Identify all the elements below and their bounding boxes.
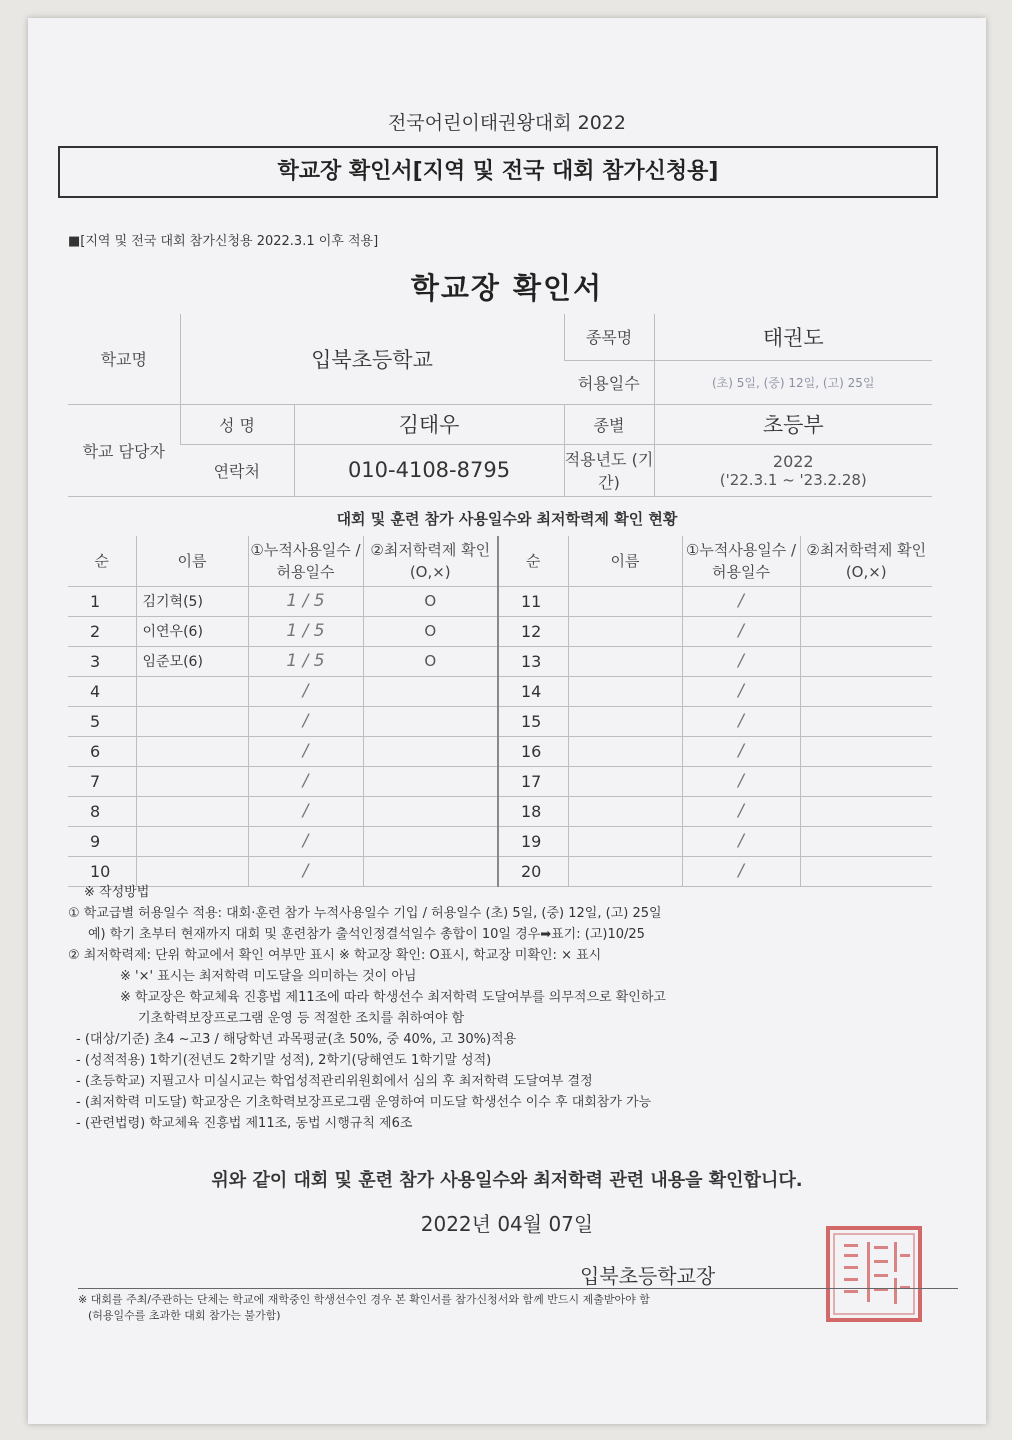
row-number: 17	[498, 766, 568, 796]
row-number: 7	[68, 766, 136, 796]
footnote	[78, 1288, 958, 1324]
method-line: - (성적적용) 1학기(전년도 2학기말 성적), 2학기(당해연도 1학기말 성적)	[76, 1053, 492, 1068]
method-line: 예) 학기 초부터 현재까지 대회 및 훈련참가 출석인정결석일수 총합이 10일 경우➡표기: (고)10/25	[88, 927, 645, 942]
header-days: ①누적사용일수 /허용일수	[682, 536, 800, 586]
table-row	[68, 826, 932, 856]
academic-check	[800, 796, 932, 826]
row-number: 15	[498, 706, 568, 736]
row-number: 2	[68, 616, 136, 646]
student-name	[136, 676, 248, 706]
header-no: 순	[68, 536, 136, 586]
event-label: 종목명	[564, 314, 654, 360]
period-value: ('22.3.1 ~ '23.2.28)	[719, 470, 867, 489]
method-line: - (관련법령) 학교체육 진흥법 제11조, 동법 시행규칙 제6조	[76, 1116, 413, 1131]
school-value: 입북초등학교	[180, 314, 564, 404]
allowed-label: 허용일수	[564, 360, 654, 404]
days-used: /	[682, 646, 800, 676]
academic-check	[800, 766, 932, 796]
academic-check: O	[363, 616, 498, 646]
student-name	[568, 646, 682, 676]
method-line: 기초학력보장프로그램 운영 등 적절한 조치를 취하여야 함	[138, 1011, 465, 1026]
student-name	[136, 706, 248, 736]
info-table	[68, 314, 932, 497]
method-line: ② 최저학력제: 단위 학교에서 확인 여부만 표시 ※ 학교장 확인: O표시, 학교장 미확인: × 표시	[68, 948, 602, 963]
academic-check	[800, 646, 932, 676]
method-line: ※ 학교장은 학교체육 진흥법 제11조에 따라 학생선수 최저학력 도달여부를 의무적으로 확인하고	[120, 990, 666, 1005]
days-used: /	[682, 826, 800, 856]
days-used: /	[682, 616, 800, 646]
event-value: 태권도	[654, 314, 932, 360]
student-name	[136, 826, 248, 856]
table-row	[68, 796, 932, 826]
method-heading: ※ 작성방법	[84, 885, 150, 900]
category-value: 초등부	[654, 404, 932, 444]
days-used: /	[248, 826, 363, 856]
student-name	[136, 736, 248, 766]
table-row	[68, 586, 932, 616]
student-name	[568, 826, 682, 856]
academic-check	[363, 676, 498, 706]
academic-check	[800, 616, 932, 646]
row-number: 9	[68, 826, 136, 856]
row-number: 8	[68, 796, 136, 826]
row-number: 5	[68, 706, 136, 736]
main-title: 학교장 확인서	[410, 271, 604, 305]
days-used: /	[248, 736, 363, 766]
staff-label: 학교 담당자	[68, 404, 180, 496]
table-row	[68, 766, 932, 796]
academic-check	[363, 706, 498, 736]
row-number: 12	[498, 616, 568, 646]
method-line: ※ '×' 표시는 최저학력 미도달을 의미하는 것이 아님	[120, 969, 417, 984]
row-number: 3	[68, 646, 136, 676]
student-name	[136, 766, 248, 796]
academic-check	[363, 796, 498, 826]
row-number: 18	[498, 796, 568, 826]
academic-check	[800, 826, 932, 856]
academic-check	[800, 736, 932, 766]
principal-signature: 입북초등학교장	[580, 1264, 716, 1288]
row-number: 11	[498, 586, 568, 616]
row-number: 20	[498, 856, 568, 886]
usage-title: 대회 및 훈련 참가 사용일수와 최저학력제 확인 현황	[336, 510, 678, 528]
method-line: - (최저학력 미도달) 학교장은 기초학력보장프로그램 운영하여 미도달 학생선수 이수 후 대회참가 가능	[76, 1095, 652, 1110]
days-used: /	[682, 586, 800, 616]
contact-label: 연락처	[180, 444, 294, 496]
table-row	[68, 676, 932, 706]
header-days: ①누적사용일수 /허용일수	[248, 536, 363, 586]
days-used: /	[248, 706, 363, 736]
row-number: 19	[498, 826, 568, 856]
year-cell	[654, 444, 932, 496]
footnote-line: ※ 대회를 주최/주관하는 단체는 학교에 재학중인 학생선수인 경우 본 확인서를 참가신청서와 함께 반드시 제출받아야 함	[78, 1293, 650, 1306]
header-name: 이름	[136, 536, 248, 586]
days-used: /	[248, 766, 363, 796]
table-row	[68, 646, 932, 676]
row-number: 10	[68, 856, 136, 886]
academic-check	[363, 826, 498, 856]
allowed-value: (초) 5일, (중) 12일, (고) 25일	[654, 360, 932, 404]
academic-check	[363, 736, 498, 766]
days-used: /	[682, 736, 800, 766]
row-number: 4	[68, 676, 136, 706]
document-page	[28, 18, 986, 1424]
student-name	[568, 616, 682, 646]
student-name	[568, 676, 682, 706]
days-used: /	[248, 796, 363, 826]
academic-check	[800, 586, 932, 616]
student-name	[568, 766, 682, 796]
header-name: 이름	[568, 536, 682, 586]
header-check: ②최저학력제 확인(O,×)	[800, 536, 932, 586]
academic-check: O	[363, 586, 498, 616]
days-used: /	[682, 856, 800, 886]
table-row	[68, 616, 932, 646]
name-label: 성 명	[180, 404, 294, 444]
student-name: 임준모(6)	[136, 646, 248, 676]
days-used: /	[682, 706, 800, 736]
days-used: /	[248, 676, 363, 706]
event-title: 전국어린이태권왕대회 2022	[388, 112, 626, 134]
applicability-note: ■[지역 및 전국 대회 참가신청용 2022.3.1 이후 적용]	[68, 234, 379, 249]
days-used: /	[682, 796, 800, 826]
student-name	[136, 796, 248, 826]
table-row	[68, 736, 932, 766]
days-used: /	[682, 676, 800, 706]
contact-value: 010-4108-8795	[294, 444, 564, 496]
usage-table	[68, 536, 932, 887]
days-used: 1 / 5	[248, 646, 363, 676]
student-name: 김기혁(5)	[136, 586, 248, 616]
table-row	[68, 706, 932, 736]
title-box: 학교장 확인서[지역 및 전국 대회 참가신청용]	[58, 146, 938, 198]
days-used: 1 / 5	[248, 586, 363, 616]
student-name	[568, 706, 682, 736]
writing-instructions	[64, 882, 944, 1134]
year-label: 적용년도 (기간)	[564, 444, 654, 496]
days-used: /	[248, 856, 363, 886]
academic-check	[363, 766, 498, 796]
row-number: 13	[498, 646, 568, 676]
method-line: - (대상/기준) 초4 ~고3 / 해당학년 과목평균(초 50%, 중 40%, 고 30%)적용	[76, 1032, 517, 1047]
confirmation-statement: 위와 같이 대회 및 훈련 참가 사용일수와 최저학력 관련 내용을 확인합니다.	[211, 1170, 803, 1191]
year-value: 2022	[772, 451, 814, 471]
student-name	[568, 796, 682, 826]
header-check: ②최저학력제 확인(O,×)	[363, 536, 498, 586]
header-no: 순	[498, 536, 568, 586]
row-number: 14	[498, 676, 568, 706]
name-value: 김태우	[294, 404, 564, 444]
days-used: 1 / 5	[248, 616, 363, 646]
row-number: 1	[68, 586, 136, 616]
academic-check: O	[363, 646, 498, 676]
academic-check	[800, 706, 932, 736]
method-line: ① 학교급별 허용일수 적용: 대회·훈련 참가 누적사용일수 기입 / 허용일수 (초) 5일, (중) 12일, (고) 25일	[68, 906, 662, 921]
issue-date: 2022년 04월 07일	[420, 1212, 594, 1236]
method-line: - (초등학교) 지필고사 미실시교는 학업성적관리위원회에서 심의 후 최저학력 도달여부 결정	[76, 1074, 593, 1089]
student-name	[568, 736, 682, 766]
row-number: 6	[68, 736, 136, 766]
row-number: 16	[498, 736, 568, 766]
student-name: 이연우(6)	[136, 616, 248, 646]
category-label: 종별	[564, 404, 654, 444]
student-name	[568, 586, 682, 616]
days-used: /	[682, 766, 800, 796]
school-label: 학교명	[68, 314, 180, 404]
footnote-line: (허용일수를 초과한 대회 참가는 불가함)	[88, 1309, 281, 1322]
academic-check	[800, 676, 932, 706]
